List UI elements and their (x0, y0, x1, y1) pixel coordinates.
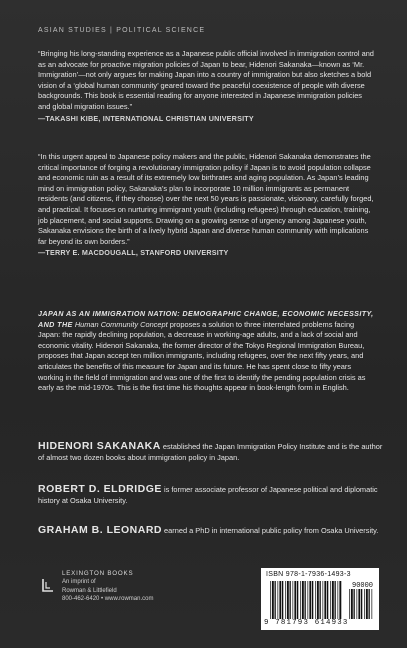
bio-text: earned a PhD in international public policy from Osaka University. (162, 526, 379, 535)
barcode-bar (317, 581, 319, 619)
barcode-bar (294, 581, 296, 619)
barcode-bar (282, 581, 283, 619)
barcode-bar (297, 581, 298, 619)
barcode-bar (358, 589, 360, 619)
book-subtitle: Human Community Concept (74, 319, 168, 329)
publisher-name: LEXINGTON BOOKS (62, 570, 134, 577)
translator-name: GRAHAM B. LEONARD (38, 524, 162, 536)
barcode-bar (351, 589, 353, 619)
translator-bio-2 (38, 525, 383, 537)
book-title: JAPAN AS AN IMMIGRATION NATION: DEMOGRAPHIC CHANGE, ECONOMIC NECESSITY, AND THE (38, 309, 374, 329)
barcode-bar (323, 581, 324, 619)
barcode-bar (278, 581, 279, 619)
quote-text: “Bringing his long-standing experience as a Japanese public official involved in immigration control and as an advocate for proactive migration policies of Japan to bear, Hidenori Sakanaka—known as ‘Mr. Immigration’—not only argues for making Japan into a country of immigration but also sketches a bold vision of a ‘global human community’ geared toward the peaceful coexistence of people with diverse backgrounds. This book is essential reading for anyone interested in Japanese immigration policies and global migration issues.” (38, 49, 374, 111)
price-code: 90000 (352, 582, 374, 590)
translator-name: ROBERT D. ELDRIDGE (38, 483, 162, 495)
translator-bio-1 (38, 484, 383, 506)
barcode-bar (287, 581, 289, 619)
author-name: HIDENORI SAKANAKA (38, 440, 161, 452)
barcode-bar (315, 581, 316, 619)
ean-number: 9 781793 614933 (264, 619, 349, 627)
barcode-bar (275, 581, 276, 619)
isbn-text: ISBN 978-1-7936-1493-3 (266, 571, 351, 578)
barcode-bar (290, 581, 291, 619)
barcode-bar (324, 581, 326, 619)
barcode-bar (369, 589, 370, 619)
barcode-bar (349, 589, 350, 619)
barcode-bar (338, 581, 339, 619)
publisher-block (42, 570, 202, 622)
endorsement-quote-1 (38, 49, 376, 124)
barcode-bar (357, 589, 358, 619)
endorsement-quote-2 (38, 152, 376, 259)
barcode-bar (312, 581, 313, 619)
barcode-bar (302, 581, 304, 619)
barcode-bar (308, 581, 309, 619)
barcode-bar (279, 581, 281, 619)
barcode-bar (364, 589, 365, 619)
barcode-bar (332, 581, 334, 619)
barcode-bar (354, 589, 355, 619)
quote-attribution: —TAKASHI KIBE, INTERNATIONAL CHRISTIAN UNIVERSITY (38, 113, 254, 123)
barcode-bar (366, 589, 368, 619)
barcode-bar (330, 581, 331, 619)
author-bio (38, 441, 383, 463)
barcode-bar (327, 581, 328, 619)
barcode-bar (320, 581, 321, 619)
barcode-bar (305, 581, 306, 619)
book-description (38, 309, 376, 394)
publisher-info (62, 570, 153, 604)
barcode-bar (335, 581, 336, 619)
barcode-bar (309, 581, 311, 619)
bio-text: established the Japan Immigration Policy Institute and is the author of almost two dozen books about immigration policy in Japan. (38, 442, 383, 462)
quote-text: “In this urgent appeal to Japanese policy makers and the public, Hidenori Sakanaka demonstrates the critical importance of forging a revolutionary immigration policy if Japan is to avoid population collapse and economic ruin as a result of its extremely low birthrates and aging population. As Japan’s leading mind on immigration policy, Sakanaka’s plan to incorporate 10 million immigrants as permanent residents (and citizens, if they choose) over the next 50 years is passionate, visionary, carefully forged, and practical. It focuses on nurturing immigrant youth (including refugees) through education, training, job placement, and social supports. Drawing on a growing sense of urgency among Japanese youth, Sakanaka envisions the birth of a lively hybrid Japan and diverse human community with implications far beyond its own borders.” (38, 152, 374, 246)
publisher-logo-icon (42, 578, 54, 592)
description-body: proposes a solution to three interrelated problems facing Japan: the rapidly declining population, a decrease in working-age adults, and a lack of social and economic vitality. Hidenori Sakanaka, the former director of the Tokyo Regional Immigration Bureau, proposes that Japan accept ten million immigrants, including refugees, over the next fifty years, and articulates the benefits of this measure for Japan and its future. He has spent close to fifty years working in the field of immigration and was one of the first to identify the pending population crisis as early as the mid-1970s. This is the first time his thoughts appear in book-length form in English. (38, 319, 366, 393)
publisher-parent: Rowman & Littlefield (62, 587, 117, 594)
publisher-imprint-line: An imprint of (62, 579, 96, 586)
quote-attribution: —TERRY E. MACDOUGALL, STANFORD UNIVERSITY (38, 248, 229, 258)
barcode (261, 568, 379, 630)
bio-text: is former associate professor of Japanese political and diplomatic history at Osaka University. (38, 485, 378, 505)
barcode-bar (339, 581, 341, 619)
category-label: ASIAN STUDIES | POLITICAL SCIENCE (38, 27, 206, 34)
publisher-contact: 800-462-6420 • www.rowman.com (62, 596, 154, 603)
barcode-bar (372, 589, 373, 619)
barcode-bar (272, 581, 274, 619)
barcode-bar (270, 581, 271, 619)
barcode-bar (361, 589, 362, 619)
barcode-bar (293, 581, 294, 619)
barcode-bar (285, 581, 286, 619)
barcode-bar (300, 581, 301, 619)
